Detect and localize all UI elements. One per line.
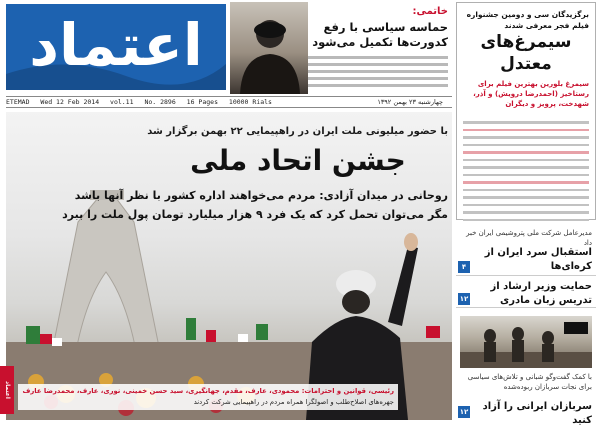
teaser-headline[interactable]: حماسه سیاسی با رفع کدورت‌ها تکمیل می‌شود — [312, 20, 448, 49]
teaser-photo — [230, 2, 308, 94]
soldiers-scene — [460, 316, 592, 368]
page-ref-badge: ۱۲ — [459, 408, 469, 416]
right-story-petrochemical[interactable] — [456, 224, 596, 276]
side-stamp: اعتماد — [0, 366, 14, 414]
dateline-issue: No. 2896 — [144, 98, 176, 106]
dateline-date: Wed 12 Feb 2014 — [40, 98, 100, 106]
petrochemical-kicker: مدیرعامل شرکت ملی پتروشیمی ایران خبر داد — [466, 229, 592, 247]
film-festival-box[interactable] — [456, 2, 596, 220]
main-deck-1: روحانی در میدان آزادی: مردم می‌خواهند اداره کشور با نظر آنها باشد — [74, 189, 448, 202]
petrochemical-headline[interactable]: استقبال سرد ایران از کره‌ای‌ها — [484, 247, 592, 272]
teaser-body — [308, 56, 448, 91]
festival-headline[interactable]: سیمرغ‌های معتدل — [480, 32, 572, 74]
azadi-tower-icon — [50, 198, 162, 362]
logo-word: اعتماد — [29, 11, 203, 79]
photo-caption — [18, 384, 398, 410]
teaser-kicker: خاتمی: — [412, 6, 448, 17]
ershad-headline[interactable]: حمایت وزیر ارشاد از تدریس زبان مادری — [490, 281, 592, 306]
dateline-pages: 16 Pages — [186, 98, 218, 106]
main-kicker: با حضور میلیونی ملت ایران در راهپیمایی ۲۲ بهمن برگزار شد — [147, 126, 448, 137]
page-ref-badge: ۴ — [458, 261, 470, 273]
soldiers-kicker: با کمک گفت‌وگو شبانی و تلاش‌های سیاسی برای نجات سربازان ربوده‌شده — [467, 373, 592, 391]
dateline-price: 10000 Rials — [228, 98, 272, 106]
caption-text: جهره‌های اصلاح‌طلب و اصولگرا همراه مردم در راهپیمایی شرکت کردند — [193, 398, 394, 406]
caption-names: رئیسی، قوانین و احترامات: محمودی، عارف، مقدم، جهانگیری، سید حسن خمینی، نوری، عارف، محمدرضا عارف — [22, 387, 394, 395]
soldiers-headline[interactable]: سربازان ایرانی را آزاد کنید — [482, 401, 592, 426]
festival-kicker: برگزیدگان سی و دومین جشنواره فیلم فجر معرفی شدند — [466, 10, 589, 30]
page-ref-badge: ۱۲ — [459, 295, 469, 303]
main-headline[interactable]: جشن اتحاد ملی — [190, 144, 406, 177]
dateline-volume: vol.11 — [110, 98, 134, 106]
top-teaser[interactable] — [230, 2, 452, 94]
festival-sub: سیمرغ بلورین بهترین فیلم برای رستاخیز (احمدرضا درویش) و آذر، شهدخت، پرویز و دیگران — [473, 80, 589, 108]
right-story-soldiers[interactable] — [456, 310, 596, 426]
masthead-logo[interactable] — [6, 4, 226, 90]
festival-winners-list — [463, 121, 589, 226]
dateline — [6, 96, 452, 108]
dateline-persian: چهارشنبه ۲۳ بهمن ۱۳۹۲ — [377, 98, 443, 106]
soldiers-photo — [460, 316, 592, 368]
dateline-paper: ETEMAD — [6, 98, 30, 106]
main-photo[interactable] — [6, 112, 452, 420]
right-story-ershad[interactable] — [456, 278, 596, 308]
main-deck-2: مگر می‌توان تحمل کرد که یک فرد ۹ هزار میلیارد تومان پول ملت را ببرد — [62, 208, 448, 221]
portrait-silhouette — [230, 2, 308, 94]
